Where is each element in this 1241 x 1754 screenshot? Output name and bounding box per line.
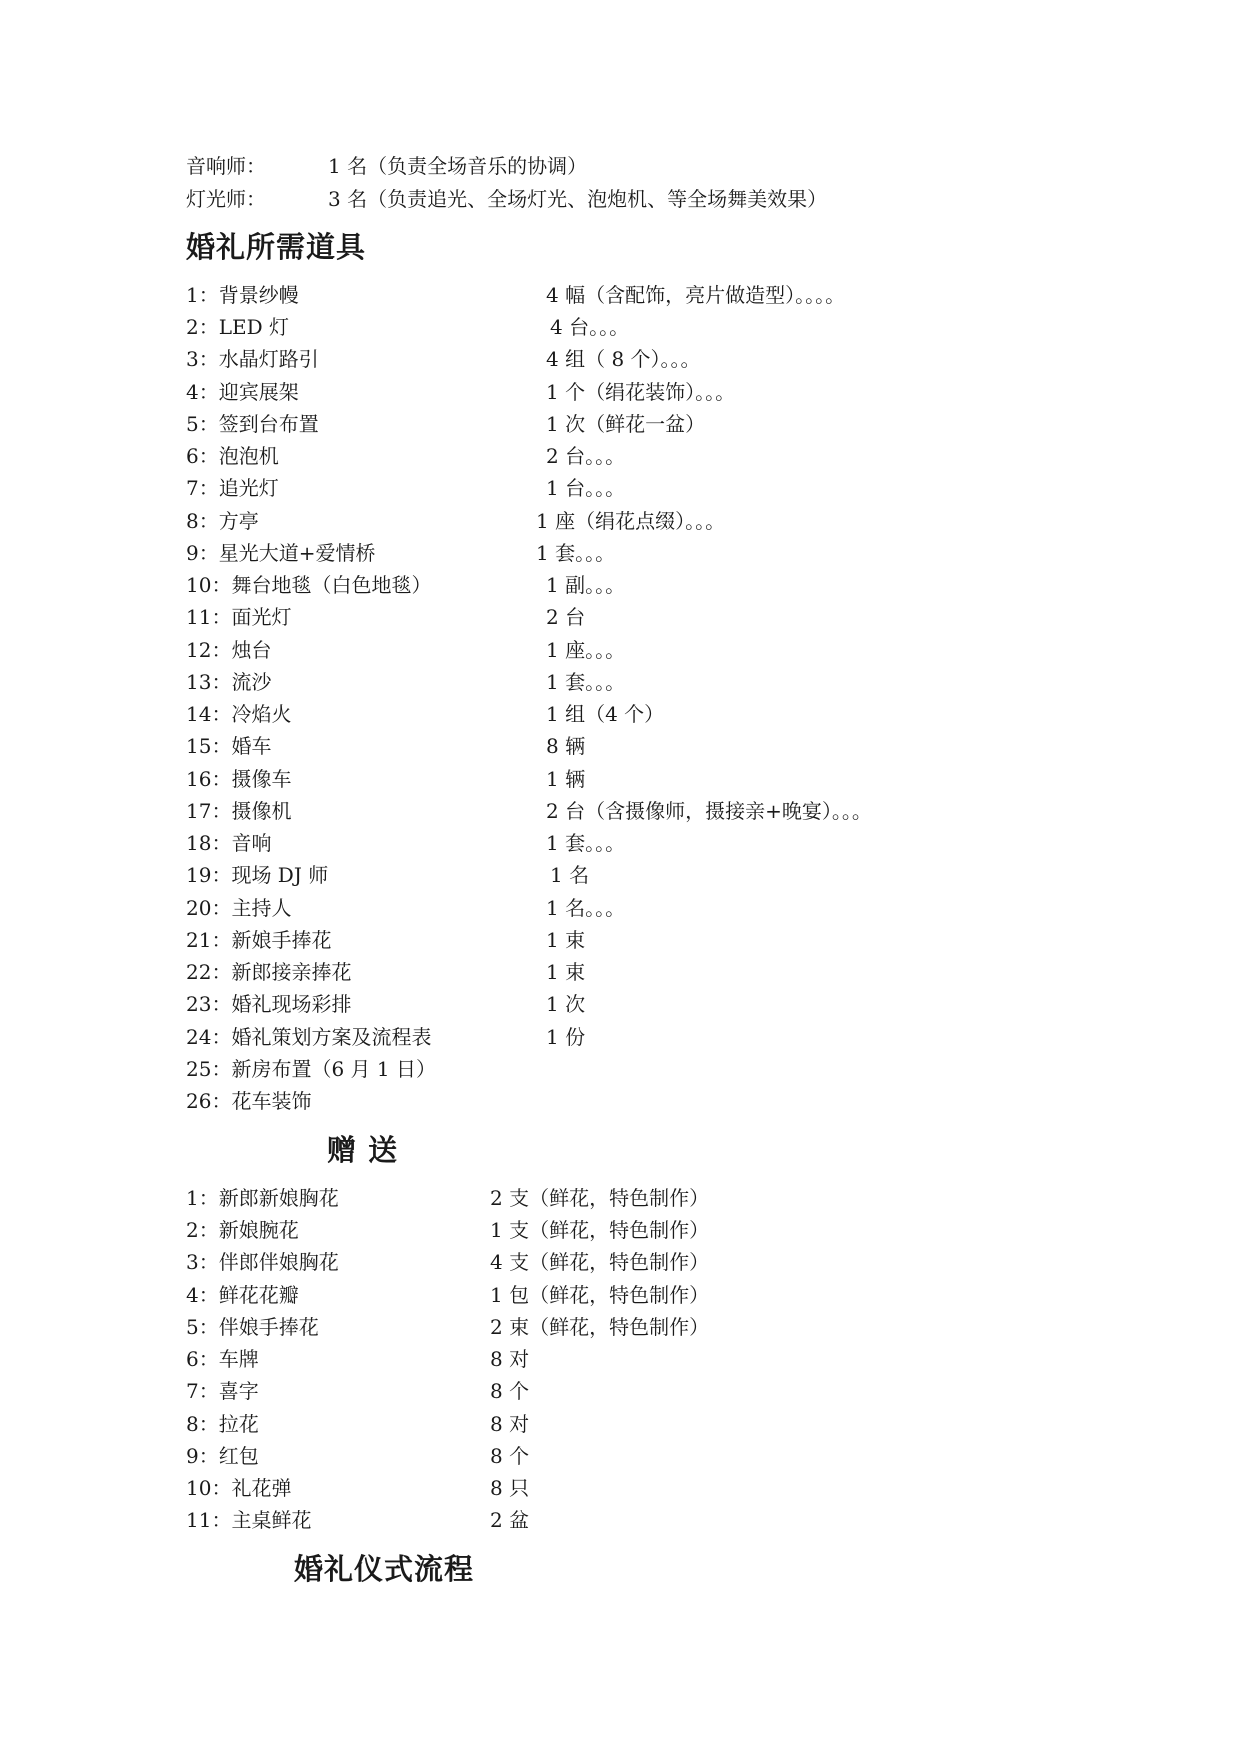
prop-name: 12：烛台: [186, 638, 272, 662]
gift-qty: 2 支（鲜花，特色制作）: [490, 1186, 710, 1210]
gift-qty: 2 盆: [490, 1508, 530, 1532]
staff-label: 灯光师：: [186, 187, 266, 211]
ceremony-heading: 婚礼仪式流程: [294, 1552, 475, 1586]
prop-name: 11：面光灯: [186, 605, 292, 629]
props-heading: 婚礼所需道具: [186, 230, 367, 264]
gift-name: 2：新娘腕花: [186, 1218, 299, 1242]
prop-qty: 1 次（鲜花一盆）: [546, 412, 706, 436]
prop-qty: 1 座。。。: [546, 638, 626, 662]
prop-qty: 1 束: [546, 928, 586, 952]
gift-name: 3：伴郎伴娘胸花: [186, 1250, 339, 1274]
staff-label: 音响师：: [186, 154, 266, 178]
prop-name: 26：花车装饰: [186, 1089, 312, 1113]
gift-name: 4：鲜花花瓣: [186, 1283, 299, 1307]
prop-qty: 1 束: [546, 960, 586, 984]
prop-qty: 2 台（含摄像师，摄接亲+晚宴）。。。: [546, 799, 872, 823]
prop-name: 8：方亭: [186, 509, 259, 533]
gift-name: 9：红包: [186, 1444, 259, 1468]
gift-name: 8：拉花: [186, 1412, 259, 1436]
prop-name: 25：新房布置（6 月 1 日）: [186, 1057, 436, 1081]
prop-qty: 1 次: [546, 992, 586, 1016]
gift-name: 6：车牌: [186, 1347, 259, 1371]
prop-qty: 2 台: [546, 605, 586, 629]
prop-name: 14：冷焰火: [186, 702, 292, 726]
gift-qty: 1 支（鲜花，特色制作）: [490, 1218, 710, 1242]
prop-qty: 1 副。。。: [546, 573, 626, 597]
prop-qty: 4 台。。。: [550, 315, 630, 339]
prop-name: 15：婚车: [186, 734, 272, 758]
gift-name: 7：喜字: [186, 1379, 259, 1403]
prop-qty: 1 台。。。: [546, 476, 626, 500]
prop-qty: 8 辆: [546, 734, 586, 758]
prop-name: 10：舞台地毯（白色地毯）: [186, 573, 432, 597]
gift-qty: 2 束（鲜花，特色制作）: [490, 1315, 710, 1339]
prop-name: 4：迎宾展架: [186, 380, 299, 404]
gift-qty: 8 个: [490, 1379, 530, 1403]
prop-qty: 1 座（绢花点缀）。。。: [536, 509, 726, 533]
prop-qty: 1 套。。。: [536, 541, 616, 565]
gift-name: 1：新郎新娘胸花: [186, 1186, 339, 1210]
prop-qty: 1 个（绢花装饰）。。。: [546, 380, 736, 404]
gift-qty: 8 对: [490, 1347, 530, 1371]
gift-qty: 4 支（鲜花，特色制作）: [490, 1250, 710, 1274]
prop-name: 19：现场 DJ 师: [186, 863, 329, 887]
prop-name: 13：流沙: [186, 670, 272, 694]
prop-name: 7：追光灯: [186, 476, 279, 500]
gift-name: 10：礼花弹: [186, 1476, 292, 1500]
gift-qty: 8 个: [490, 1444, 530, 1468]
prop-qty: 4 幅（含配饰，亮片做造型）。。。。: [546, 283, 846, 307]
gift-qty: 8 对: [490, 1412, 530, 1436]
gift-qty: 1 包（鲜花，特色制作）: [490, 1283, 710, 1307]
prop-name: 2：LED 灯: [186, 315, 289, 339]
prop-name: 18：音响: [186, 831, 272, 855]
prop-name: 6：泡泡机: [186, 444, 279, 468]
staff-value: 1 名（负责全场音乐的协调）: [328, 154, 588, 178]
prop-name: 20：主持人: [186, 896, 292, 920]
prop-qty: 1 辆: [546, 767, 586, 791]
prop-name: 5：签到台布置: [186, 412, 319, 436]
prop-qty: 2 台。。。: [546, 444, 626, 468]
prop-qty: 1 名。。。: [546, 896, 626, 920]
prop-qty: 1 组（4 个）: [546, 702, 665, 726]
prop-qty: 1 套。。。: [546, 670, 626, 694]
prop-name: 23：婚礼现场彩排: [186, 992, 352, 1016]
prop-qty: 4 组（ 8 个）。。。: [546, 347, 701, 371]
prop-name: 1：背景纱幔: [186, 283, 299, 307]
prop-name: 21：新娘手捧花: [186, 928, 332, 952]
gifts-heading: 赠 送: [327, 1133, 399, 1167]
prop-qty: 1 份: [546, 1025, 586, 1049]
prop-name: 22：新郎接亲捧花: [186, 960, 352, 984]
prop-name: 17：摄像机: [186, 799, 292, 823]
prop-name: 24：婚礼策划方案及流程表: [186, 1025, 432, 1049]
prop-qty: 1 套。。。: [546, 831, 626, 855]
gift-name: 5：伴娘手捧花: [186, 1315, 319, 1339]
prop-name: 3：水晶灯路引: [186, 347, 319, 371]
prop-name: 16：摄像车: [186, 767, 292, 791]
gift-name: 11：主桌鲜花: [186, 1508, 312, 1532]
prop-name: 9：星光大道+爱情桥: [186, 541, 376, 565]
staff-value: 3 名（负责追光、全场灯光、泡炮机、等全场舞美效果）: [328, 187, 828, 211]
gift-qty: 8 只: [490, 1476, 530, 1500]
prop-qty: 1 名: [550, 863, 590, 887]
